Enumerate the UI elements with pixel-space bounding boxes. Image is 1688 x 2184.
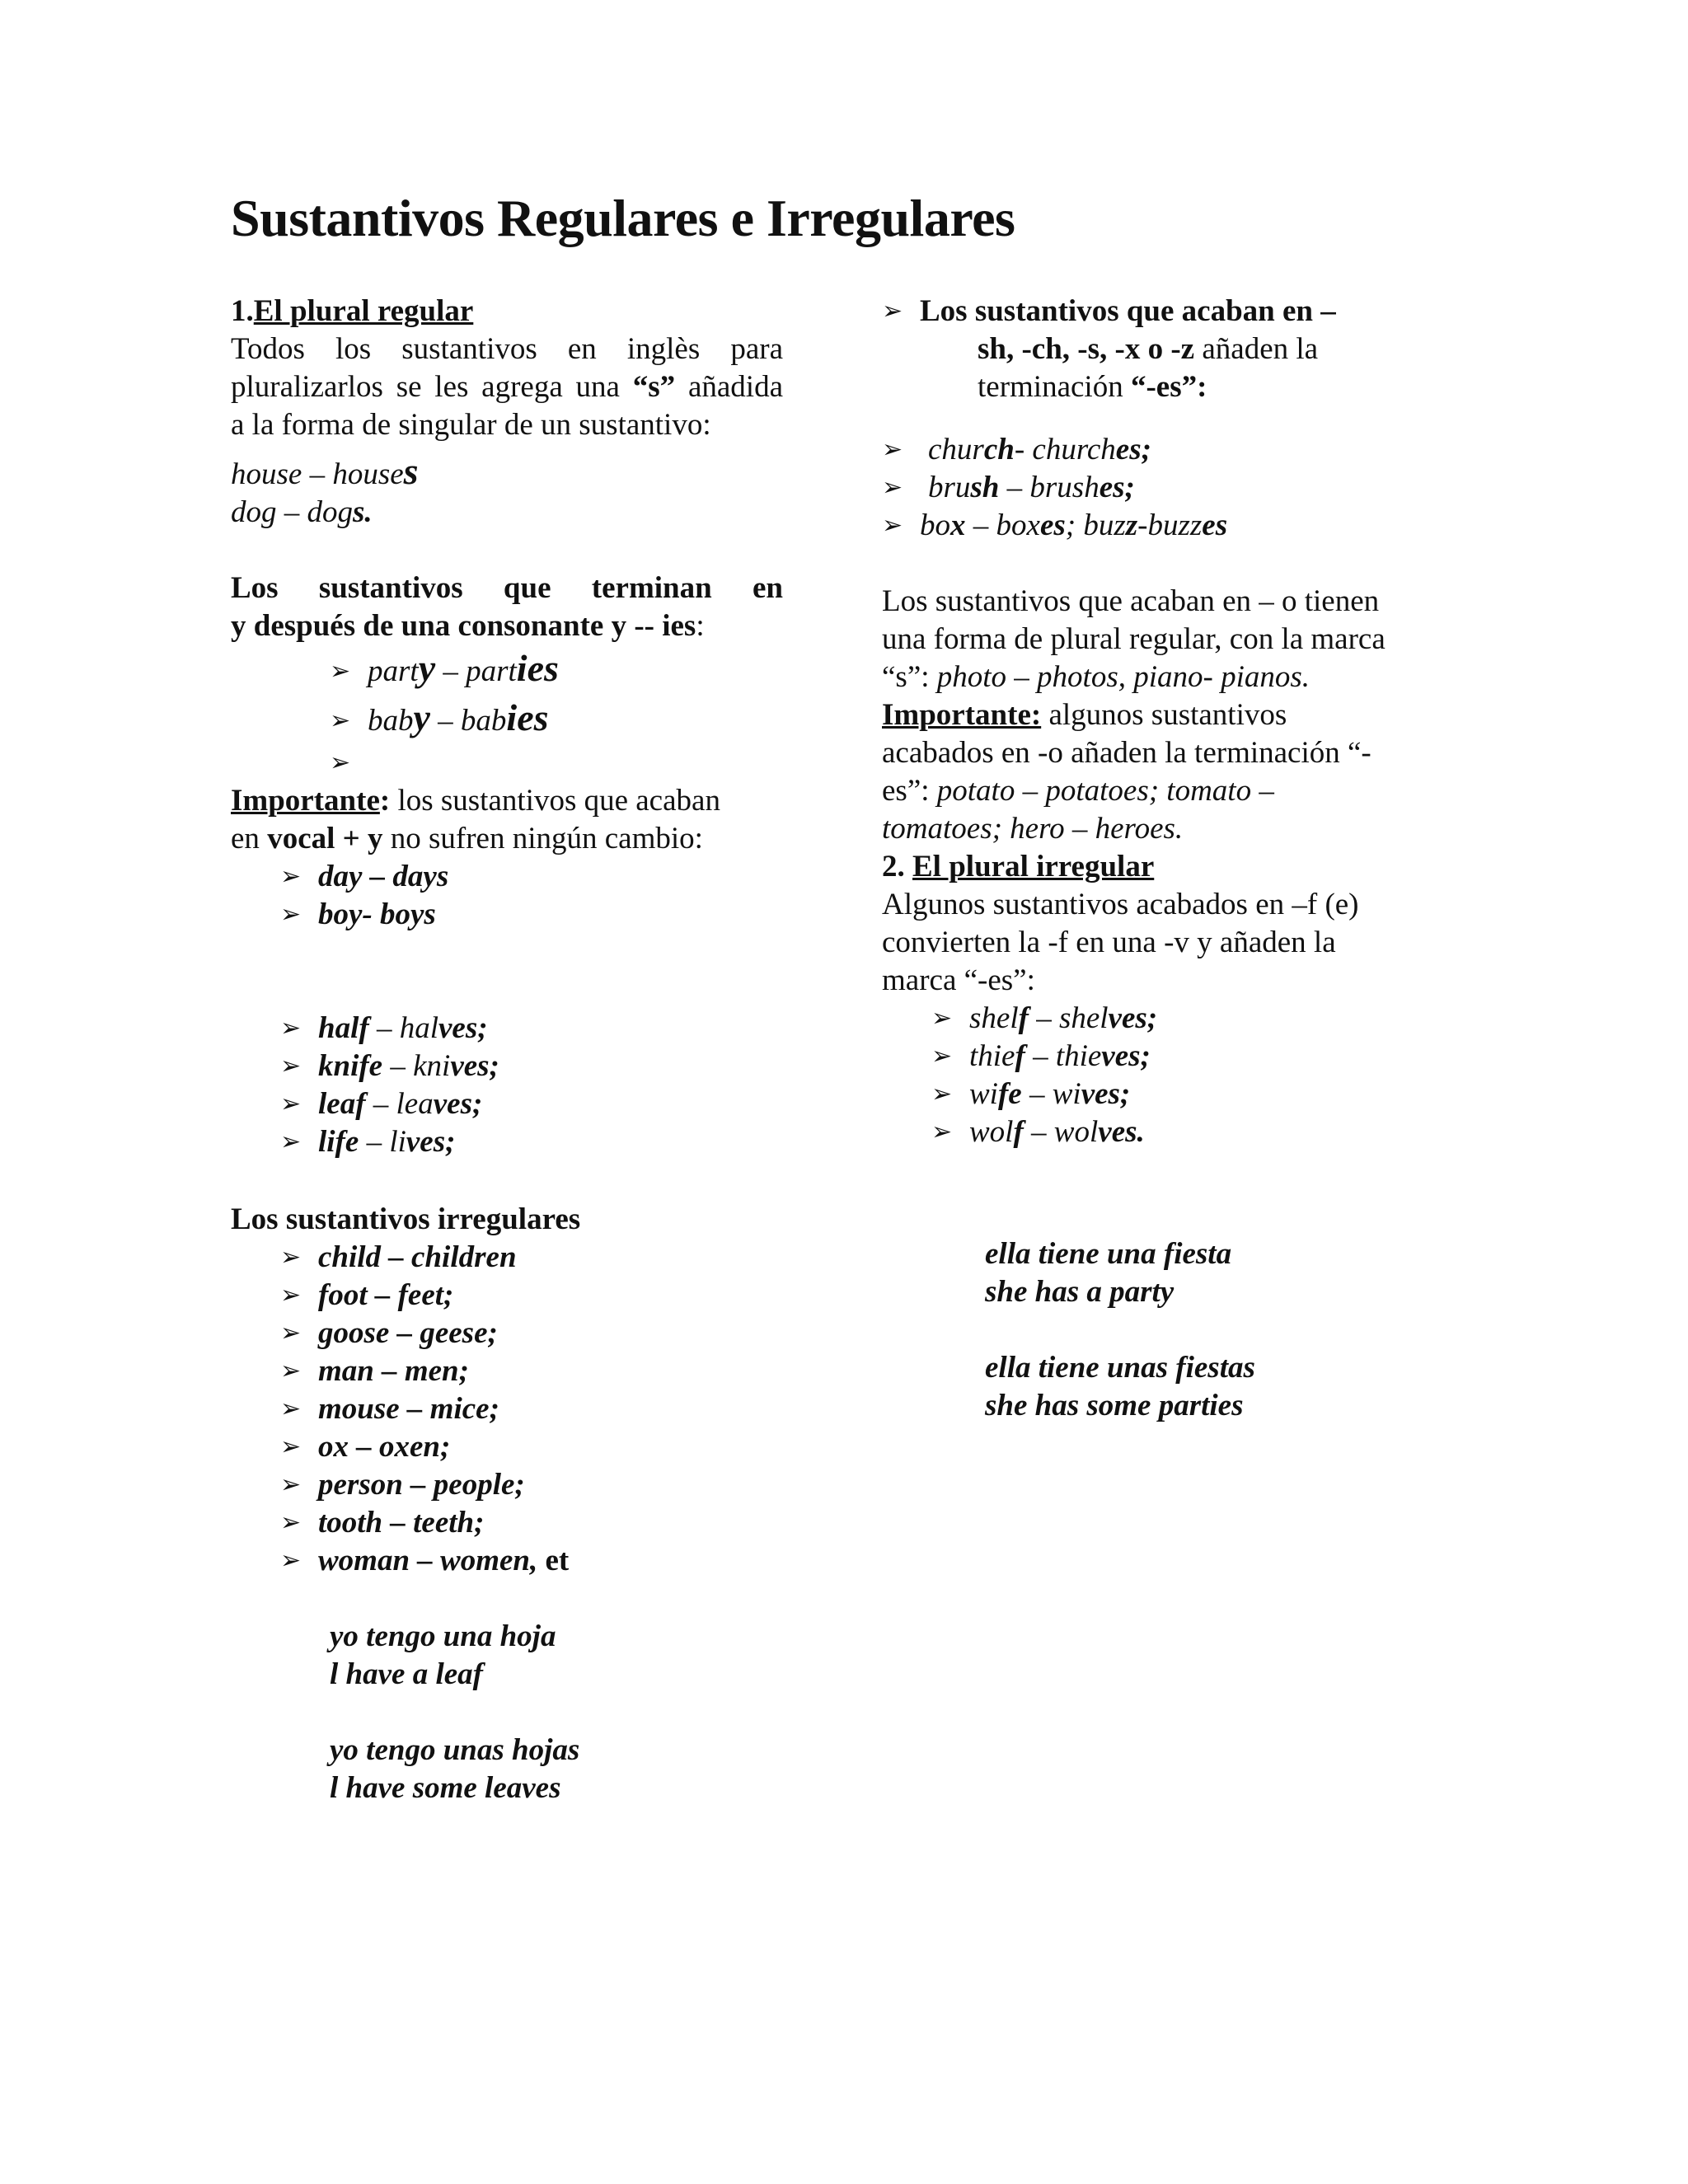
list-item: ➢ boy- boys xyxy=(280,896,783,934)
arrowhead-bullet-icon: ➢ xyxy=(280,1090,302,1118)
arrowhead-bullet-icon: ➢ xyxy=(280,900,302,929)
importante-o-line-4: tomatoes; hero – heroes. xyxy=(882,812,1184,846)
arrowhead-bullet-icon: ➢ xyxy=(931,1080,953,1108)
section2-line-2: convierten la -f en una -v y añaden la xyxy=(882,926,1336,959)
irregulares-heading: Los sustantivos irregulares xyxy=(231,1202,581,1236)
arrowhead-bullet-icon: ➢ xyxy=(280,862,302,891)
section1-line-3: a la forma de singular de un sustantivo: xyxy=(231,408,711,442)
list-item: ➢ wolf – wolves. xyxy=(931,1113,1442,1151)
arrowhead-bullet-icon: ➢ xyxy=(882,473,903,502)
section1-line-2: pluralizarlos se les agrega una “s” añadida xyxy=(231,370,783,404)
example-dog: dog – dogs. xyxy=(231,495,373,529)
s-quote: “s” xyxy=(632,370,676,404)
y-rule-line-1: Los sustantivos que terminan en xyxy=(231,571,783,605)
y-rule-line-2: y después de una consonante y -- ies: xyxy=(231,609,705,643)
arrowhead-bullet-icon: ➢ xyxy=(280,1243,302,1272)
list-item: ➢ woman – women, et xyxy=(280,1542,783,1580)
importante-o-line-3: es”: potato – potatoes; tomato – xyxy=(882,774,1274,808)
section1-line-1: Todos los sustantivos en inglès para xyxy=(231,332,783,366)
section2-heading: 2. El plural irregular xyxy=(882,850,1155,883)
list-item: ➢ leaf – leaves; xyxy=(280,1085,783,1123)
list-item: ➢ ox – oxen; xyxy=(280,1428,783,1466)
section2-line-1: Algunos sustantivos acabados en –f (e) xyxy=(882,888,1359,921)
list-item: ➢ box – boxes; buzz-buzzes xyxy=(882,507,1442,545)
arrowhead-bullet-icon: ➢ xyxy=(280,1546,302,1575)
arrowhead-bullet-icon: ➢ xyxy=(330,748,351,777)
section1-heading-text: El plural regular xyxy=(253,294,474,328)
arrowhead-bullet-icon: ➢ xyxy=(882,297,903,326)
arrowhead-bullet-icon: ➢ xyxy=(280,1394,302,1423)
arrowhead-bullet-icon: ➢ xyxy=(931,1042,953,1071)
es-rule-line-2: sh, -ch, -s, -x o -z añaden la xyxy=(978,332,1319,366)
empty-list-item xyxy=(330,744,783,782)
list-item: ➢ thief – thieves; xyxy=(931,1038,1442,1076)
o-rule-line-1: Los sustantivos que acaban en – o tienen xyxy=(882,584,1380,618)
list-item: ➢ brush – brushes; xyxy=(882,469,1442,507)
importante-o-line-2: acabados en -o añaden la terminación “- xyxy=(882,736,1372,770)
section2-heading-text: El plural irregular xyxy=(912,850,1155,883)
list-item: ➢ half – halves; xyxy=(280,1010,783,1047)
section2-line-3: marca “-es”: xyxy=(882,963,1035,997)
list-item: ➢ foot – feet; xyxy=(280,1277,783,1315)
list-item: ➢ wife – wives; xyxy=(931,1076,1442,1113)
list-item: ➢ man – men; xyxy=(280,1352,783,1390)
list-item: ➢ church- churches; xyxy=(882,431,1442,469)
importante-o-line-1: Importante: algunos sustantivos xyxy=(882,698,1287,732)
arrowhead-bullet-icon: ➢ xyxy=(931,1004,953,1033)
list-item: ➢ party – parties xyxy=(330,645,783,695)
list-item: ➢ goose – geese; xyxy=(280,1315,783,1352)
list-item: ➢ shelf – shelves; xyxy=(931,1000,1442,1038)
arrowhead-bullet-icon: ➢ xyxy=(882,511,903,540)
arrowhead-bullet-icon: ➢ xyxy=(280,1014,302,1043)
right-column xyxy=(882,293,1442,1425)
list-item: ➢ tooth – teeth; xyxy=(280,1504,783,1542)
o-rule-line-3: “s”: photo – photos, piano- pianos. xyxy=(882,660,1311,694)
arrowhead-bullet-icon: ➢ xyxy=(280,1470,302,1499)
arrowhead-bullet-icon: ➢ xyxy=(280,1281,302,1310)
arrowhead-bullet-icon: ➢ xyxy=(882,435,903,464)
arrowhead-bullet-icon: ➢ xyxy=(280,1357,302,1385)
arrowhead-bullet-icon: ➢ xyxy=(280,1127,302,1156)
es-rule-line-3: terminación “-es”: xyxy=(978,370,1207,404)
importante-vocal-line-2: en vocal + y no sufren ningún cambio: xyxy=(231,822,703,855)
list-item: ➢ baby – babies xyxy=(330,695,783,744)
es-rule-line-1: ➢ Los sustantivos que acaban en – xyxy=(882,293,1442,330)
list-item: ➢ child – children xyxy=(280,1239,783,1277)
example-house: house – houses xyxy=(231,450,419,492)
example-leaf: yo tengo una hoja l have a leaf xyxy=(330,1619,556,1691)
arrowhead-bullet-icon: ➢ xyxy=(280,1319,302,1347)
page-title: Sustantivos Regulares e Irregulares xyxy=(231,189,1015,247)
list-item: ➢ knife – knives; xyxy=(280,1047,783,1085)
list-item: ➢ person – people; xyxy=(280,1466,783,1504)
o-rule-line-2: una forma de plural regular, con la marca xyxy=(882,622,1386,656)
example-parties: ella tiene unas fiestas she has some parties xyxy=(985,1351,1255,1422)
arrowhead-bullet-icon: ➢ xyxy=(330,657,351,686)
arrowhead-bullet-icon: ➢ xyxy=(280,1052,302,1080)
example-leaves: yo tengo unas hojas l have some leaves xyxy=(330,1733,580,1805)
arrowhead-bullet-icon: ➢ xyxy=(330,706,351,735)
list-item: ➢ mouse – mice; xyxy=(280,1390,783,1428)
left-column xyxy=(231,293,783,1807)
section1-heading: 1.El plural regular xyxy=(231,294,474,328)
arrowhead-bullet-icon: ➢ xyxy=(280,1508,302,1537)
list-item: ➢ day – days xyxy=(280,858,783,896)
example-party: ella tiene una fiesta she has a party xyxy=(985,1237,1232,1309)
arrowhead-bullet-icon: ➢ xyxy=(280,1432,302,1461)
arrowhead-bullet-icon: ➢ xyxy=(931,1118,953,1146)
importante-vocal-line-1: Importante: los sustantivos que acaban xyxy=(231,784,720,818)
list-item: ➢ life – lives; xyxy=(280,1123,783,1161)
